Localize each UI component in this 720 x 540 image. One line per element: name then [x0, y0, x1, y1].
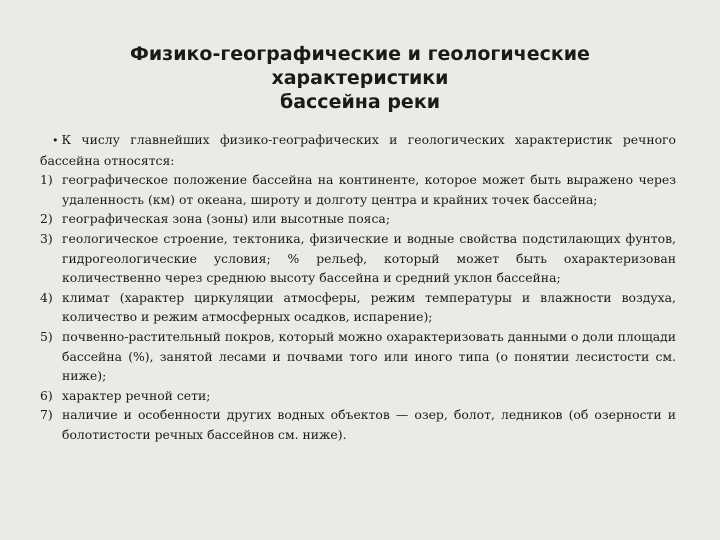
list-item	[40, 209, 676, 229]
list-item-text: почвенно-растительный покров, который можно охарактеризовать данными о доли площади бассейна (%), занятой лесами и почвами того или иного типа (о понятии лесистости см. ниже);	[62, 328, 676, 384]
list-item-text: геологическое строение, тектоника, физические и водные свойства подстилающих фунтов, гидрогеологические условия; % рельеф, который может быть охарактеризован количественно через среднюю высоту бассейна и средний уклон бассейна;	[62, 230, 676, 286]
list-item-text: характер речной сети;	[62, 387, 211, 403]
list-item-number: 7)	[40, 407, 53, 423]
list-item	[40, 405, 676, 444]
list-item-number: 5)	[40, 328, 53, 344]
list-item	[40, 288, 676, 327]
list-item-number: 4)	[40, 289, 53, 305]
list-item-text: географическое положение бассейна на континенте, которое может быть выражено через удаленность (км) от океана, широту и долготу центра и крайних точек бассейна;	[62, 172, 676, 207]
slide-title	[40, 42, 680, 114]
list-item-text: географическая зона (зоны) или высотные пояса;	[62, 211, 390, 227]
list-item	[40, 327, 676, 386]
list-item	[40, 229, 676, 288]
slide-body	[40, 130, 676, 445]
list-item-text: наличие и особенности других водных объектов — озер, болот, ледников (об озерности и болотистости речных бассейнов см. ниже).	[62, 407, 676, 442]
list-item-text: климат (характер циркуляции атмосферы, режим температуры и влажности воздуха, количество и режим атмосферных осадков, испарение);	[62, 289, 676, 325]
bullet-icon: •	[52, 134, 59, 147]
intro-text: К числу главнейших физико-географических и геологических характеристик речного бассейна относятся:	[40, 132, 676, 168]
list-item-number: 3)	[40, 230, 53, 246]
slide-title-line-2: бассейна реки	[279, 91, 441, 113]
list-item-number: 2)	[40, 211, 53, 227]
slide-title-line-1: Физико-географические и геологические характеристики	[130, 43, 590, 89]
list-item	[40, 170, 676, 209]
characteristics-list	[40, 170, 676, 444]
list-item	[40, 386, 676, 406]
list-item-number: 6)	[40, 387, 53, 403]
list-item-number: 1)	[40, 172, 53, 188]
intro-paragraph	[40, 130, 676, 170]
